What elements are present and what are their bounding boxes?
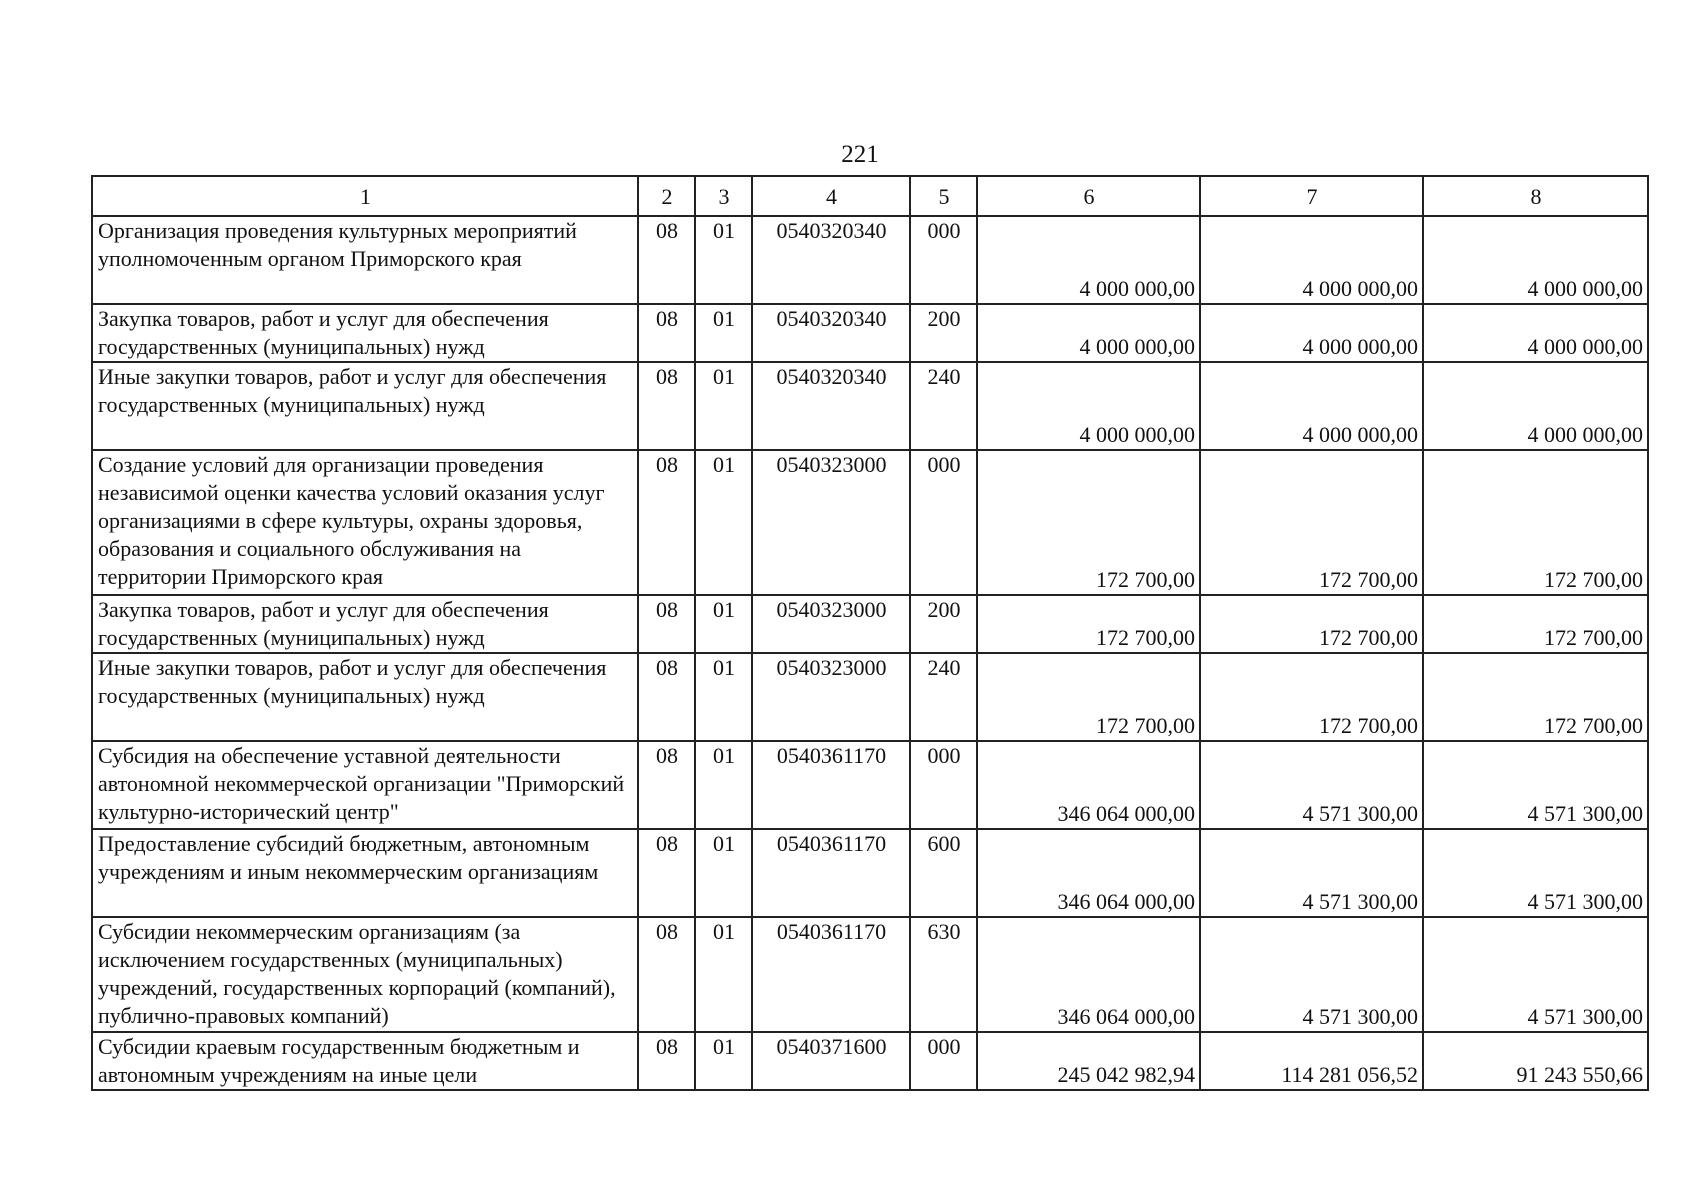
- section-code: 08: [638, 1032, 695, 1090]
- expense-type-code: 240: [910, 362, 977, 450]
- column-header: 3: [695, 176, 752, 216]
- section-code: 08: [638, 595, 695, 653]
- target-code: 0540323000: [752, 595, 910, 653]
- amount-cell: 172 700,00: [977, 653, 1200, 741]
- amount-cell: 4 000 000,00: [977, 216, 1200, 304]
- column-header: 4: [752, 176, 910, 216]
- column-header: 1: [92, 176, 638, 216]
- subsection-code: 01: [695, 1032, 752, 1090]
- row-name: Создание условий для организации проведения независимой оценки качества условий оказания услуг организациями в сфере культуры, охраны здоровья, образования и социального обслуживания на территории Приморского края: [92, 450, 638, 595]
- expense-type-code: 000: [910, 741, 977, 829]
- table-row: [92, 362, 1648, 450]
- amount-cell: 4 571 300,00: [1200, 741, 1423, 829]
- expense-type-code: 200: [910, 595, 977, 653]
- subsection-code: 01: [695, 917, 752, 1032]
- amount-cell: 4 571 300,00: [1423, 741, 1648, 829]
- amount-cell: 172 700,00: [977, 595, 1200, 653]
- target-code: 0540320340: [752, 362, 910, 450]
- table-row: [92, 917, 1648, 1032]
- expense-type-code: 000: [910, 450, 977, 595]
- budget-table: [91, 175, 1649, 1091]
- column-header: 6: [977, 176, 1200, 216]
- row-name: Закупка товаров, работ и услуг для обеспечения государственных (муниципальных) нужд: [92, 304, 638, 362]
- section-code: 08: [638, 450, 695, 595]
- amount-cell: 4 000 000,00: [1200, 362, 1423, 450]
- subsection-code: 01: [695, 595, 752, 653]
- row-name: Предоставление субсидий бюджетным, автономным учреждениям и иным некоммерческим организациям: [92, 829, 638, 917]
- table-row: [92, 595, 1648, 653]
- amount-cell: 4 571 300,00: [1200, 917, 1423, 1032]
- section-code: 08: [638, 216, 695, 304]
- row-name: Иные закупки товаров, работ и услуг для обеспечения государственных (муниципальных) нужд: [92, 653, 638, 741]
- amount-cell: 172 700,00: [1200, 450, 1423, 595]
- row-name: Субсидии краевым государственным бюджетным и автономным учреждениям на иные цели: [92, 1032, 638, 1090]
- subsection-code: 01: [695, 362, 752, 450]
- row-name: Субсидии некоммерческим организациям (за исключением государственных (муниципальных) учреждений, государственных корпораций (компаний), публично-правовых компаний): [92, 917, 638, 1032]
- section-code: 08: [638, 362, 695, 450]
- subsection-code: 01: [695, 216, 752, 304]
- amount-cell: 91 243 550,66: [1423, 1032, 1648, 1090]
- section-code: 08: [638, 741, 695, 829]
- expense-type-code: 240: [910, 653, 977, 741]
- table-row: [92, 304, 1648, 362]
- subsection-code: 01: [695, 829, 752, 917]
- subsection-code: 01: [695, 450, 752, 595]
- amount-cell: 4 000 000,00: [977, 304, 1200, 362]
- expense-type-code: 200: [910, 304, 977, 362]
- table-row: [92, 653, 1648, 741]
- table-row: [92, 216, 1648, 304]
- expense-type-code: 000: [910, 1032, 977, 1090]
- amount-cell: 4 000 000,00: [1200, 216, 1423, 304]
- amount-cell: 114 281 056,52: [1200, 1032, 1423, 1090]
- amount-cell: 4 571 300,00: [1200, 829, 1423, 917]
- expense-type-code: 600: [910, 829, 977, 917]
- subsection-code: 01: [695, 653, 752, 741]
- amount-cell: 346 064 000,00: [977, 917, 1200, 1032]
- section-code: 08: [638, 829, 695, 917]
- amount-cell: 172 700,00: [1423, 450, 1648, 595]
- target-code: 0540323000: [752, 450, 910, 595]
- table-header-row: [92, 176, 1648, 216]
- amount-cell: 346 064 000,00: [977, 741, 1200, 829]
- amount-cell: 4 000 000,00: [1423, 216, 1648, 304]
- page-number: 221: [841, 141, 879, 168]
- row-name: Иные закупки товаров, работ и услуг для обеспечения государственных (муниципальных) нужд: [92, 362, 638, 450]
- amount-cell: 4 571 300,00: [1423, 829, 1648, 917]
- amount-cell: 172 700,00: [977, 450, 1200, 595]
- column-header: 2: [638, 176, 695, 216]
- amount-cell: 172 700,00: [1423, 653, 1648, 741]
- target-code: 0540323000: [752, 653, 910, 741]
- amount-cell: 172 700,00: [1423, 595, 1648, 653]
- section-code: 08: [638, 653, 695, 741]
- subsection-code: 01: [695, 741, 752, 829]
- amount-cell: 346 064 000,00: [977, 829, 1200, 917]
- row-name: Субсидия на обеспечение уставной деятельности автономной некоммерческой организации "Приморский культурно-исторический центр": [92, 741, 638, 829]
- target-code: 0540320340: [752, 216, 910, 304]
- expense-type-code: 630: [910, 917, 977, 1032]
- column-header: 8: [1423, 176, 1648, 216]
- target-code: 0540371600: [752, 1032, 910, 1090]
- amount-cell: 4 000 000,00: [1423, 362, 1648, 450]
- amount-cell: 4 000 000,00: [1200, 304, 1423, 362]
- amount-cell: 4 000 000,00: [1423, 304, 1648, 362]
- column-header: 7: [1200, 176, 1423, 216]
- table-row: [92, 829, 1648, 917]
- table-row: [92, 741, 1648, 829]
- row-name: Закупка товаров, работ и услуг для обеспечения государственных (муниципальных) нужд: [92, 595, 638, 653]
- target-code: 0540320340: [752, 304, 910, 362]
- target-code: 0540361170: [752, 741, 910, 829]
- amount-cell: 172 700,00: [1200, 595, 1423, 653]
- expense-type-code: 000: [910, 216, 977, 304]
- subsection-code: 01: [695, 304, 752, 362]
- table-row: [92, 450, 1648, 595]
- amount-cell: 172 700,00: [1200, 653, 1423, 741]
- row-name: Организация проведения культурных мероприятий уполномоченным органом Приморского края: [92, 216, 638, 304]
- table-row: [92, 1032, 1648, 1090]
- amount-cell: 245 042 982,94: [977, 1032, 1200, 1090]
- section-code: 08: [638, 304, 695, 362]
- amount-cell: 4 571 300,00: [1423, 917, 1648, 1032]
- target-code: 0540361170: [752, 917, 910, 1032]
- amount-cell: 4 000 000,00: [977, 362, 1200, 450]
- section-code: 08: [638, 917, 695, 1032]
- target-code: 0540361170: [752, 829, 910, 917]
- column-header: 5: [910, 176, 977, 216]
